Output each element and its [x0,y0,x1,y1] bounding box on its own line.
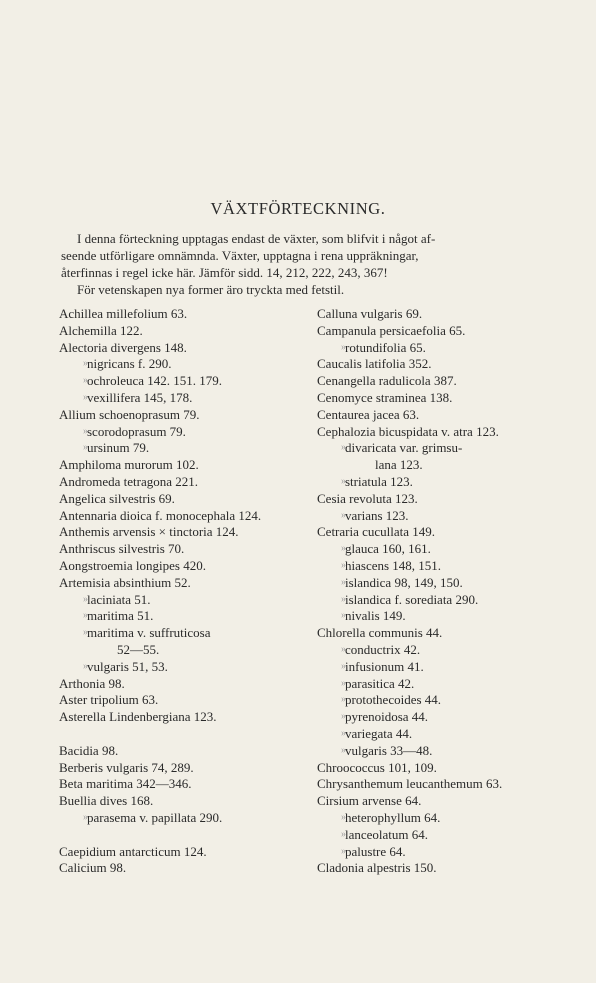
index-entry: Cladonia alpestris 150. [317,860,437,876]
index-subentry: » ochroleuca 142. 151. 179. [59,373,309,390]
index-entry: Achillea millefolium 63. [59,306,188,321]
index-entry: Angelica silvestris 69. [59,490,175,506]
index-entry: Aster tripolium 63. [59,692,159,708]
index-subentry: » varians 123. [317,508,567,525]
index-column-right [317,306,567,877]
index-gap [59,726,309,743]
index-subentry: » nigricans f. 290. [59,356,309,373]
index-entry: Berberis vulgaris 74, 289. [59,759,194,775]
index-subentry: » vexillifera 145, 178. [59,390,309,407]
intro-line: För vetenskapen nya former äro tryckta med fetstil. [77,282,345,297]
index-subentry: » parasitica 42. [317,676,567,693]
index-subentry: » vulgaris 51, 53. [59,659,309,676]
index-subentry: 52—55. [117,641,160,657]
index-entry: Arthonia 98. [59,675,125,691]
index-subentry: » conductrix 42. [317,642,567,659]
index-entry: Alectoria divergens 148. [59,339,187,355]
index-entry: Centaurea jacea 63. [317,406,420,422]
index-subentry: » parasema v. papillata 290. [59,810,309,827]
intro-line: återfinnas i regel icke här. Jämför sidd. 14, 212, 222, 243, 367! [61,265,388,280]
index-subentry: » laciniata 51. [59,592,309,609]
index-entry: Caucalis latifolia 352. [317,356,432,372]
index-entry: Cetraria cucullata 149. [317,524,436,540]
index-entry: Alchemilla 122. [59,322,143,338]
index-entry: Cenangella radulicola 387. [317,373,457,389]
index-subentry: » islandica 98, 149, 150. [317,575,567,592]
index-subentry: » nivalis 149. [317,608,567,625]
index-entry: Asterella Lindenbergiana 123. [59,709,217,725]
index-subentry: » infusionum 41. [317,659,567,676]
index-entry: Buellia dives 168. [59,793,154,809]
index-subentry: » glauca 160, 161. [317,541,567,558]
index-gap [59,827,309,844]
index-entry: Cenomyce straminea 138. [317,389,453,405]
index-entry: Chrysanthemum leucanthemum 63. [317,776,503,792]
index-subentry: » palustre 64. [317,844,567,861]
index-subentry: » vulgaris 33—48. [317,743,567,760]
index-subentry: » lanceolatum 64. [317,827,567,844]
index-subentry: » maritima v. suffruticosa [59,625,309,642]
index-entry: Allium schoenoprasum 79. [59,406,200,422]
index-entry: Andromeda tetragona 221. [59,473,198,489]
index-entry: Anthemis arvensis × tinctoria 124. [59,524,239,540]
index-entry: Bacidia 98. [59,742,119,758]
index-entry: Calluna vulgaris 69. [317,306,423,321]
intro-line: I denna förteckning upptagas endast de växter, som blifvit i något af- [77,231,436,246]
index-entry: Campanula persicaefolia 65. [317,322,466,338]
index-subentry: » rotundifolia 65. [317,340,567,357]
index-subentry: » hiascens 148, 151. [317,558,567,575]
index-entry: Anthriscus silvestris 70. [59,541,185,557]
intro-line: seende utförligare omnämnda. Växter, upptagna i rena uppräkningar, [61,248,419,263]
index-subentry: » heterophyllum 64. [317,810,567,827]
index-subentry: » scorodoprasum 79. [59,424,309,441]
index-column-left [59,306,309,877]
index-entry: Antennaria dioica f. monocephala 124. [59,507,262,523]
index-entry: Cesia revoluta 123. [317,490,418,506]
index-entry: Chlorella communis 44. [317,625,443,641]
index-subentry: » maritima 51. [59,608,309,625]
page-heading: VÄXTFÖRTECKNING. [210,199,386,218]
intro-paragraph [61,230,561,298]
index-entry: Chroococcus 101, 109. [317,759,437,775]
index-subentry: » ursinum 79. [59,440,309,457]
index-entry: Aongstroemia longipes 420. [59,557,206,573]
index-entry: Amphiloma murorum 102. [59,457,199,473]
index-subentry: » striatula 123. [317,474,567,491]
index-subentry: » variegata 44. [317,726,567,743]
index-entry: Cephalozia bicuspidata v. atra 123. [317,423,499,439]
index-subentry: » pyrenoidosa 44. [317,709,567,726]
index-entry: Caepidium antarcticum 124. [59,843,207,859]
index-entry: Calicium 98. [59,860,127,876]
index-subentry: » protothecoides 44. [317,692,567,709]
index-subentry: » islandica f. sorediata 290. [317,592,567,609]
index-entry: Cirsium arvense 64. [317,793,422,809]
index-subentry: lana 123. [375,457,423,473]
index-entry: Beta maritima 342—346. [59,776,192,792]
index-entry: Artemisia absinthium 52. [59,574,191,590]
index-subentry: » divaricata var. grimsu- [317,440,567,457]
